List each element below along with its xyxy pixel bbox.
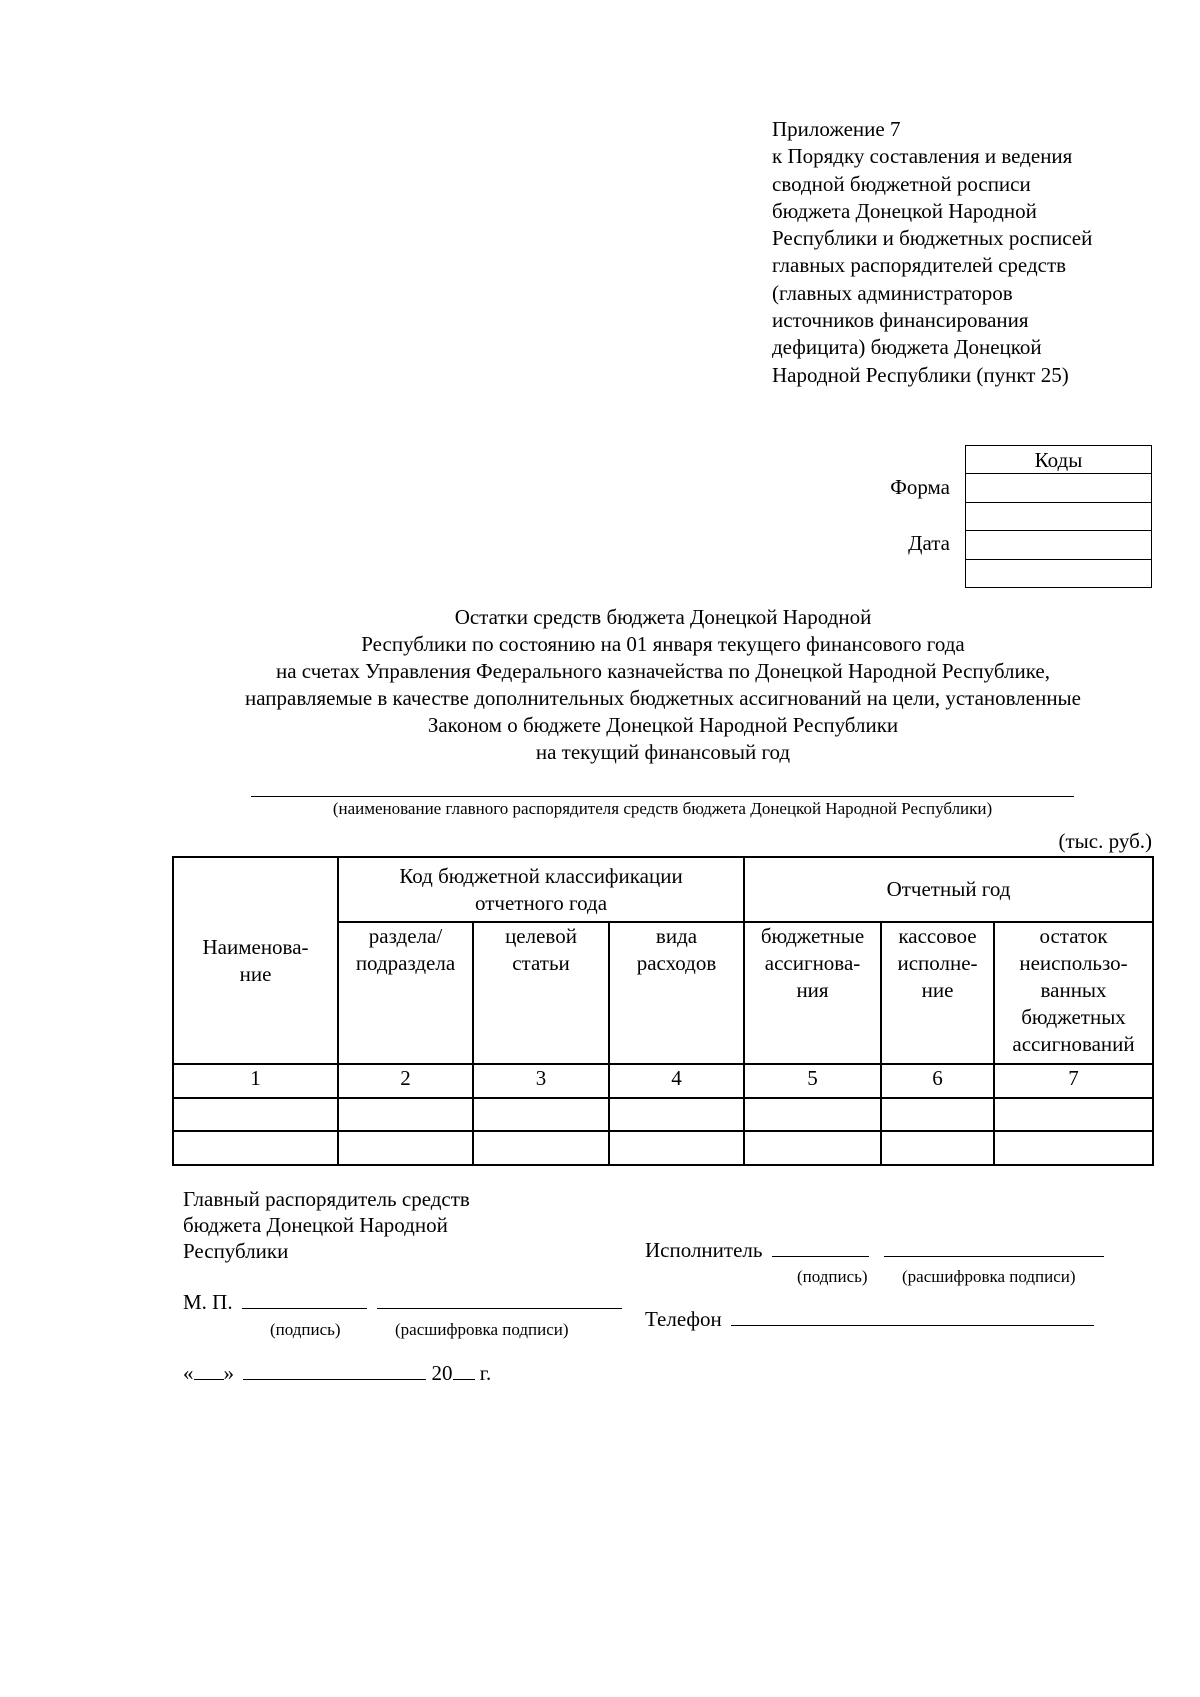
signature-caption: (подпись) (270, 1320, 341, 1339)
manager-line: бюджета Донецкой Народной (183, 1213, 448, 1237)
manager-block (183, 1186, 470, 1264)
table-cell[interactable] (473, 1098, 609, 1131)
decode-caption: (расшифровка подписи) (395, 1320, 569, 1339)
header-expense-type: вида расходов (609, 922, 744, 1064)
code-cell[interactable] (966, 559, 1152, 587)
title-line: направляемые в качестве дополнительных бюджетных ассигнований на цели, установленные (244, 686, 1081, 710)
title-line: Республики по состоянию на 01 января текущего финансового года (361, 632, 965, 656)
table-cell[interactable] (744, 1131, 881, 1165)
phone-label: Телефон (645, 1307, 722, 1331)
executor-label: Исполнитель (645, 1238, 763, 1262)
table-cell[interactable] (994, 1131, 1153, 1165)
appendix-header (772, 116, 1092, 389)
date-label: Дата (908, 531, 950, 555)
header-cash-execution: кассовое исполне- ние (881, 922, 994, 1064)
table-row (173, 1131, 1153, 1165)
appendix-line: источников финансирования (772, 308, 1029, 333)
table-cell[interactable] (881, 1131, 994, 1165)
stamp-label: М. П. (183, 1290, 233, 1314)
column-number: 1 (173, 1064, 338, 1098)
appendix-line: Приложение 7 (772, 117, 901, 141)
header-unused-balance: остаток неиспользо- ванных бюджетных ассигнований (994, 922, 1153, 1064)
table-cell[interactable] (744, 1098, 881, 1131)
date-row (183, 1361, 491, 1385)
manager-name-line[interactable] (251, 796, 1074, 797)
appendix-line: к Порядку составления и ведения (772, 144, 1073, 169)
header-target-article: целевой статьи (473, 922, 609, 1064)
appendix-line: главных распорядителей средств (772, 253, 1067, 278)
appendix-line: сводной бюджетной росписи (772, 171, 1031, 196)
table-cell[interactable] (338, 1098, 473, 1131)
column-number: 2 (338, 1064, 473, 1098)
manager-line: Главный распорядитель средств (183, 1187, 470, 1211)
title-line: Законом о бюджете Донецкой Народной Республики (427, 713, 899, 737)
title-line: на счетах Управления Федерального казначейства по Донецкой Народной Республике, (275, 659, 1051, 683)
manager-name-caption: (наименование главного распорядителя средств бюджета Донецкой Народной Республики) (332, 799, 993, 818)
table-cell[interactable] (609, 1098, 744, 1131)
codes-box (965, 445, 1152, 588)
header-name: Наименова- ние (173, 857, 338, 1064)
code-cell[interactable] (966, 502, 1152, 530)
month-line[interactable] (243, 1362, 426, 1380)
column-number: 3 (473, 1064, 609, 1098)
table-cell[interactable] (881, 1098, 994, 1131)
day-line[interactable] (194, 1362, 224, 1380)
phone-line[interactable] (731, 1308, 1094, 1326)
table-cell[interactable] (473, 1131, 609, 1165)
units-label: (тыс. руб.) (1058, 829, 1152, 853)
column-number: 6 (881, 1064, 994, 1098)
phone-row (645, 1307, 1094, 1331)
appendix-line: дефицита) бюджета Донецкой (772, 335, 1042, 360)
date-quote-open: « (183, 1361, 194, 1385)
document-title (126, 604, 1200, 766)
column-number: 7 (994, 1064, 1153, 1098)
year-prefix: 20 (431, 1361, 453, 1385)
table-cell[interactable] (609, 1131, 744, 1165)
title-line: Остатки средств бюджета Донецкой Народной (454, 605, 872, 629)
date-quote-close: » (223, 1361, 234, 1385)
manager-line: Республики (183, 1239, 289, 1263)
date-code-cell[interactable] (966, 531, 1152, 559)
table-cell[interactable] (338, 1131, 473, 1165)
header-section: раздела/ подраздела (338, 922, 473, 1064)
appendix-line: Народной Республики (пункт 25) (772, 362, 1069, 387)
form-label: Форма (890, 475, 950, 499)
header-reporting-year: Отчетный год (744, 857, 1153, 922)
column-number: 4 (609, 1064, 744, 1098)
appendix-line: бюджета Донецкой Народной (772, 198, 1037, 223)
table-row (173, 1098, 1153, 1131)
form-code-cell[interactable] (966, 474, 1152, 502)
year-suffix: г. (479, 1361, 492, 1385)
header-budget-allocations: бюджетные ассигнова- ния (744, 922, 881, 1064)
manager-signature-line[interactable] (242, 1291, 367, 1309)
table-cell[interactable] (994, 1098, 1153, 1131)
balances-table (172, 856, 1154, 1166)
signature-caption: (подпись) (797, 1267, 868, 1286)
executor-row (645, 1238, 1104, 1262)
column-number: 5 (744, 1064, 881, 1098)
decode-caption: (расшифровка подписи) (902, 1267, 1076, 1286)
title-line: на текущий финансовый год (535, 740, 791, 764)
executor-decode-line[interactable] (884, 1239, 1104, 1257)
executor-signature-line[interactable] (772, 1239, 869, 1257)
codes-header: Коды (966, 446, 1152, 474)
year-line[interactable] (453, 1362, 475, 1380)
table-cell[interactable] (173, 1131, 338, 1165)
header-classification-code: Код бюджетной классификации отчетного года (338, 857, 744, 922)
appendix-line: (главных администраторов (772, 280, 1013, 305)
stamp-signature-row (183, 1290, 622, 1314)
appendix-line: Республики и бюджетных росписей (772, 226, 1093, 251)
table-cell[interactable] (173, 1098, 338, 1131)
manager-decode-line[interactable] (377, 1291, 622, 1309)
